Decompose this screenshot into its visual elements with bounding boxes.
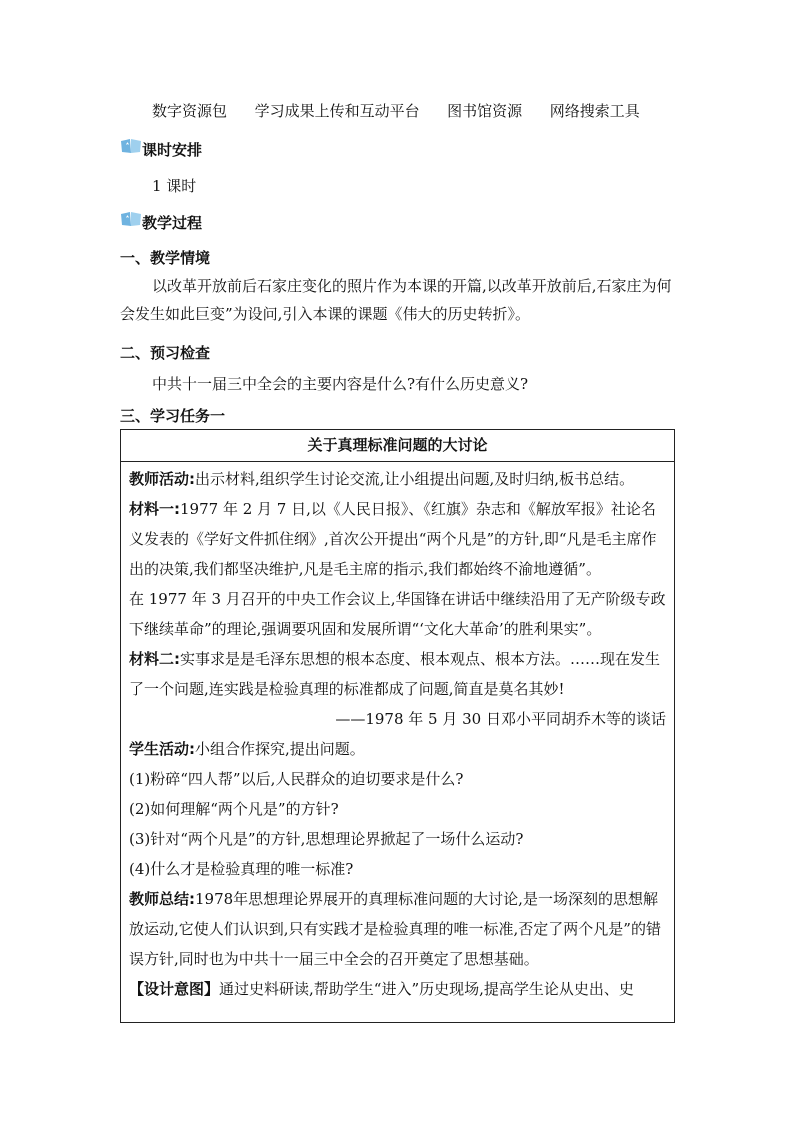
section-2-heading: 二、预习检查 [120, 344, 211, 362]
question-item: (2)如何理解“两个凡是”的方针? [129, 800, 339, 818]
question-item: (3)针对“两个凡是”的方针,思想理论界掀起了一场什么运动? [129, 830, 524, 848]
resource-item: 学习成果上传和互动平台 [254, 102, 420, 120]
material-2-source: ——1978 年 5 月 30 日邓小平同胡乔木等的谈话 [335, 710, 666, 728]
schedule-value: 1 课时 [152, 177, 197, 195]
design-intent-label: 【设计意图】 [129, 980, 220, 998]
teacher-summary-label: 教师总结: [129, 890, 195, 908]
resource-list [152, 101, 640, 121]
student-activity: 学生活动:小组合作探究,提出问题。 [129, 740, 365, 758]
process-heading: 教学过程 [142, 214, 203, 232]
question-item: (4)什么才是检验真理的唯一标准? [129, 860, 354, 878]
student-activity-label: 学生活动: [129, 740, 195, 758]
material-1: 材料一:1977 年 2 月 7 日,以《人民日报》、《红旗》杂志和《解放军报》社论名义发表的《学好文件抓住纲》,首次公开提出“两个凡是”的方针,即“凡是毛主席作出的决策,我们都坚决维护,凡是毛主席的指示,我们都始终不渝地遵循”。 [129, 500, 657, 578]
resource-item: 数字资源包 [152, 102, 228, 120]
section-2-text: 中共十一届三中全会的主要内容是什么?有什么历史意义? [152, 375, 529, 393]
resource-item: 网络搜索工具 [549, 102, 640, 120]
teacher-activity: 教师活动:出示材料,组织学生讨论交流,让小组提出问题,及时归纳,板书总结。 [129, 470, 635, 488]
material-2-label: 材料二: [129, 650, 180, 668]
teacher-summary: 教师总结:1978年思想理论界展开的真理标准问题的大讨论,是一场深刻的思想解放运动,它使人们认识到,只有实践才是检验真理的唯一标准,否定了两个凡是”的错误方针,同时也为中共十一届三中全会的召开奠定了思想基础。 [129, 890, 661, 968]
material-1-label: 材料一: [129, 500, 180, 518]
design-intent: 【设计意图】通过史料研读,帮助学生“进入”历史现场,提高学生论从史出、史 [129, 980, 634, 998]
question-item: (1)粉碎“四人帮”以后,人民群众的迫切要求是什么? [129, 770, 464, 788]
material-2: 材料二:实事求是是毛泽东思想的根本态度、根本观点、根本方法。……现在发生了一个问题,连实践是检验真理的标准都成了问题,简直是莫名其妙! [129, 650, 661, 698]
section-1-text: 以改革开放前后石家庄变化的照片作为本课的开篇,以改革开放前后,石家庄为何会发生如此巨变”为设问,引入本课的课题《伟大的历史转折》。 [120, 277, 672, 323]
table-body [121, 462, 674, 1004]
book-icon [120, 138, 142, 154]
resource-item: 图书馆资源 [447, 102, 523, 120]
material-1-continued: 在 1977 年 3 月召开的中央工作会议上,华国锋在讲话中继续沿用了无产阶级专政下继续革命”的理论,强调要巩固和发展所谓“‘文化大革命’的胜利果实”。 [129, 590, 666, 638]
schedule-heading: 课时安排 [142, 141, 203, 159]
task-table [120, 429, 675, 1023]
section-1-heading: 一、教学情境 [120, 249, 211, 267]
table-title: 关于真理标准问题的大讨论 [121, 430, 674, 462]
section-3-heading: 三、学习任务一 [120, 407, 226, 425]
book-icon [120, 211, 142, 227]
teacher-activity-label: 教师活动: [129, 470, 195, 488]
